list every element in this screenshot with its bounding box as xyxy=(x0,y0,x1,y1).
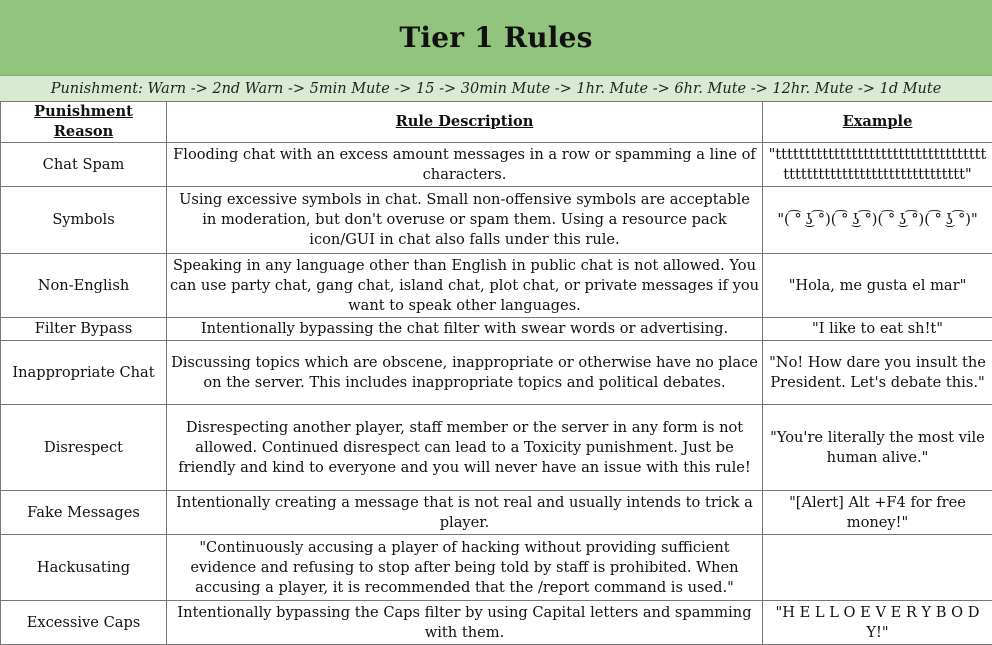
reason-cell: Disrespect xyxy=(1,405,167,491)
table-row xyxy=(1,405,992,491)
example-cell: "( ͡° ͜ʖ ͡°)( ͡° ͜ʖ ͡°)( ͡° ͜ʖ ͡°)( ͡° ͜ʖ ͡°)" xyxy=(763,187,992,254)
description-cell: Flooding chat with an excess amount messages in a row or spamming a line of characters. xyxy=(167,143,763,187)
reason-cell: Non-English xyxy=(1,254,167,318)
table-row xyxy=(1,535,992,601)
reason-cell: Hackusating xyxy=(1,535,167,601)
page-title: Tier 1 Rules xyxy=(399,21,592,54)
example-cell: "[Alert] Alt +F4 for free money!" xyxy=(763,491,992,535)
column-header-description: Rule Description xyxy=(167,102,763,143)
example-cell: "You're literally the most vile human alive." xyxy=(763,405,992,491)
reason-cell: Excessive Caps xyxy=(1,601,167,645)
description-cell: Disrespecting another player, staff member or the server in any form is not allowed. Continued disrespect can lead to a Toxicity punishment. Just be friendly and kind to everyone and you will never have an issue with this rule! xyxy=(167,405,763,491)
header-row xyxy=(1,102,992,143)
description-cell: Intentionally creating a message that is not real and usually intends to trick a player. xyxy=(167,491,763,535)
table-row xyxy=(1,187,992,254)
table-row xyxy=(1,341,992,405)
column-header-example: Example xyxy=(763,102,992,143)
example-cell: "ttttttttttttttttttttttttttttttttttttttttttttttttttttttttttttttttttt" xyxy=(763,143,992,187)
reason-cell: Inappropriate Chat xyxy=(1,341,167,405)
description-cell: Speaking in any language other than English in public chat is not allowed. You can use party chat, gang chat, island chat, plot chat, or private messages if you want to speak other languages. xyxy=(167,254,763,318)
example-cell: "I like to eat sh!t" xyxy=(763,318,992,341)
table-row xyxy=(1,318,992,341)
example-cell: "No! How dare you insult the President. Let's debate this." xyxy=(763,341,992,405)
description-cell: Using excessive symbols in chat. Small non-offensive symbols are acceptable in moderation, but don't overuse or spam them. Using a resource pack icon/GUI in chat also falls under this rule. xyxy=(167,187,763,254)
rules-table xyxy=(0,101,992,645)
title-bar xyxy=(0,0,992,76)
table-row xyxy=(1,254,992,318)
punishment-ladder: Punishment: Warn -> 2nd Warn -> 5min Mute -> 15 -> 30min Mute -> 1hr. Mute -> 6hr. Mute -> 12hr. Mute -> 1d Mute xyxy=(0,76,992,102)
description-cell: Intentionally bypassing the Caps filter by using Capital letters and spamming with them. xyxy=(167,601,763,645)
table-row xyxy=(1,143,992,187)
reason-cell: Filter Bypass xyxy=(1,318,167,341)
example-cell: "Hola, me gusta el mar" xyxy=(763,254,992,318)
example-cell xyxy=(763,535,992,601)
description-cell: Discussing topics which are obscene, inappropriate or otherwise have no place on the server. This includes inappropriate topics and political debates. xyxy=(167,341,763,405)
reason-cell: Chat Spam xyxy=(1,143,167,187)
table-row xyxy=(1,491,992,535)
description-cell: Intentionally bypassing the chat filter with swear words or advertising. xyxy=(167,318,763,341)
reason-cell: Symbols xyxy=(1,187,167,254)
description-cell: "Continuously accusing a player of hacking without providing sufficient evidence and refusing to stop after being told by staff is prohibited. When accusing a player, it is recommended that the /report command is used." xyxy=(167,535,763,601)
reason-cell: Fake Messages xyxy=(1,491,167,535)
example-cell: "H E L L O E V E R Y B O D Y!" xyxy=(763,601,992,645)
column-header-reason: Punishment Reason xyxy=(1,102,167,143)
